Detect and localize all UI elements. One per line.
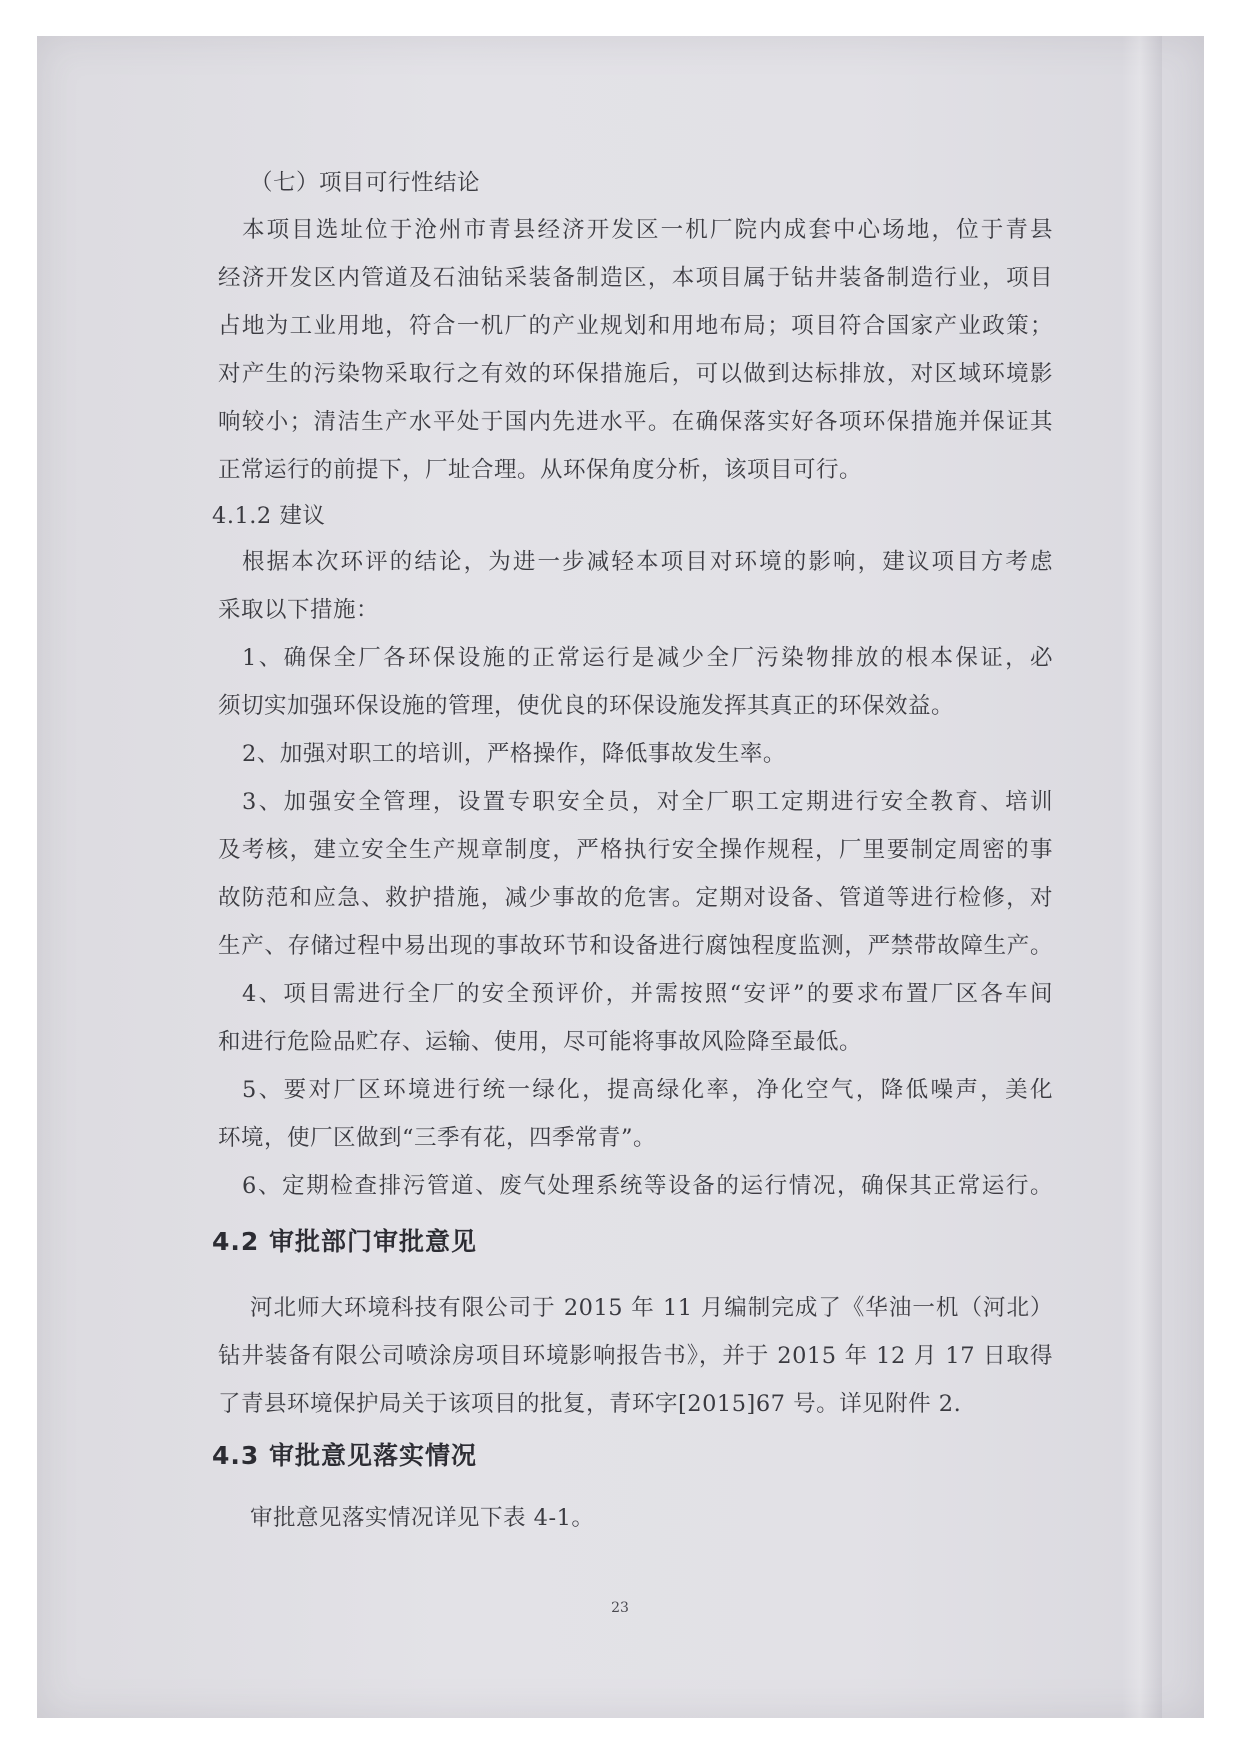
paragraph-line: 占地为工业用地，符合一机厂的产业规划和用地布局；项目符合国家产业政策； bbox=[218, 313, 1053, 339]
paragraph-line: 采取以下措施： bbox=[218, 597, 380, 623]
list-item-5: 5、要对厂区环境进行统一绿化，提高绿化率，净化空气，降低噪声，美化 bbox=[242, 1077, 1053, 1103]
list-item-1: 1、确保全厂各环保设施的正常运行是减少全厂污染物排放的根本保证，必 bbox=[242, 645, 1053, 671]
paragraph-line: 本项目选址位于沧州市青县经济开发区一机厂院内成套中心场地，位于青县 bbox=[242, 217, 1053, 243]
list-item-1-cont: 须切实加强环保设施的管理，使优良的环保设施发挥其真正的环保效益。 bbox=[218, 693, 955, 719]
list-item-3-cont: 生产、存储过程中易出现的事故环节和设备进行腐蚀程度监测，严禁带故障生产。 bbox=[218, 933, 1053, 959]
paragraph-line: 根据本次环评的结论，为进一步减轻本项目对环境的影响，建议项目方考虑 bbox=[242, 549, 1053, 575]
list-item-3-cont: 及考核，建立安全生产规章制度，严格执行安全操作规程，厂里要制定周密的事 bbox=[218, 837, 1053, 863]
section-heading-4-3: 4.3 审批意见落实情况 bbox=[212, 1441, 477, 1470]
paragraph-line: 经济开发区内管道及石油钻采装备制造区，本项目属于钻井装备制造行业，项目 bbox=[218, 265, 1053, 291]
list-item-3: 3、加强安全管理，设置专职安全员，对全厂职工定期进行安全教育、培训 bbox=[242, 789, 1053, 815]
list-item-3-cont: 故防范和应急、救护措施，减少事故的危害。定期对设备、管道等进行检修，对 bbox=[218, 885, 1053, 911]
list-item-4-cont: 和进行危险品贮存、运输、使用，尽可能将事故风险降至最低。 bbox=[218, 1029, 863, 1055]
page-number: 23 bbox=[611, 1600, 629, 1616]
list-item-2: 2、加强对职工的培训，严格操作，降低事故发生率。 bbox=[242, 741, 786, 767]
section-heading-feasibility: （七）项目可行性结论 bbox=[250, 170, 481, 196]
paragraph-line: 了青县环境保护局关于该项目的批复，青环字[2015]67 号。详见附件 2. bbox=[218, 1391, 962, 1417]
list-item-4: 4、项目需进行全厂的安全预评价，并需按照“安评”的要求布置厂区各车间 bbox=[242, 981, 1053, 1007]
paragraph-line: 对产生的污染物采取行之有效的环保措施后，可以做到达标排放，对区域环境影 bbox=[218, 361, 1053, 387]
list-item-6: 6、定期检查排污管道、废气处理系统等设备的运行情况，确保其正常运行。 bbox=[242, 1173, 1053, 1199]
paragraph-line: 正常运行的前提下，厂址合理。从环保角度分析，该项目可行。 bbox=[218, 457, 863, 483]
paragraph-line: 河北师大环境科技有限公司于 2015 年 11 月编制完成了《华油一机（河北） bbox=[250, 1295, 1053, 1321]
section-heading-4-2: 4.2 审批部门审批意见 bbox=[212, 1227, 477, 1256]
list-item-5-cont: 环境，使厂区做到“三季有花，四季常青”。 bbox=[218, 1125, 657, 1151]
paragraph-line: 钻井装备有限公司喷涂房项目环境影响报告书》，并于 2015 年 12 月 17 日取得 bbox=[218, 1343, 1053, 1369]
paragraph-line: 审批意见落实情况详见下表 4-1。 bbox=[250, 1505, 595, 1531]
section-heading-suggestions: 4.1.2 建议 bbox=[212, 503, 326, 529]
paragraph-line: 响较小；清洁生产水平处于国内先进水平。在确保落实好各项环保措施并保证其 bbox=[218, 409, 1053, 435]
